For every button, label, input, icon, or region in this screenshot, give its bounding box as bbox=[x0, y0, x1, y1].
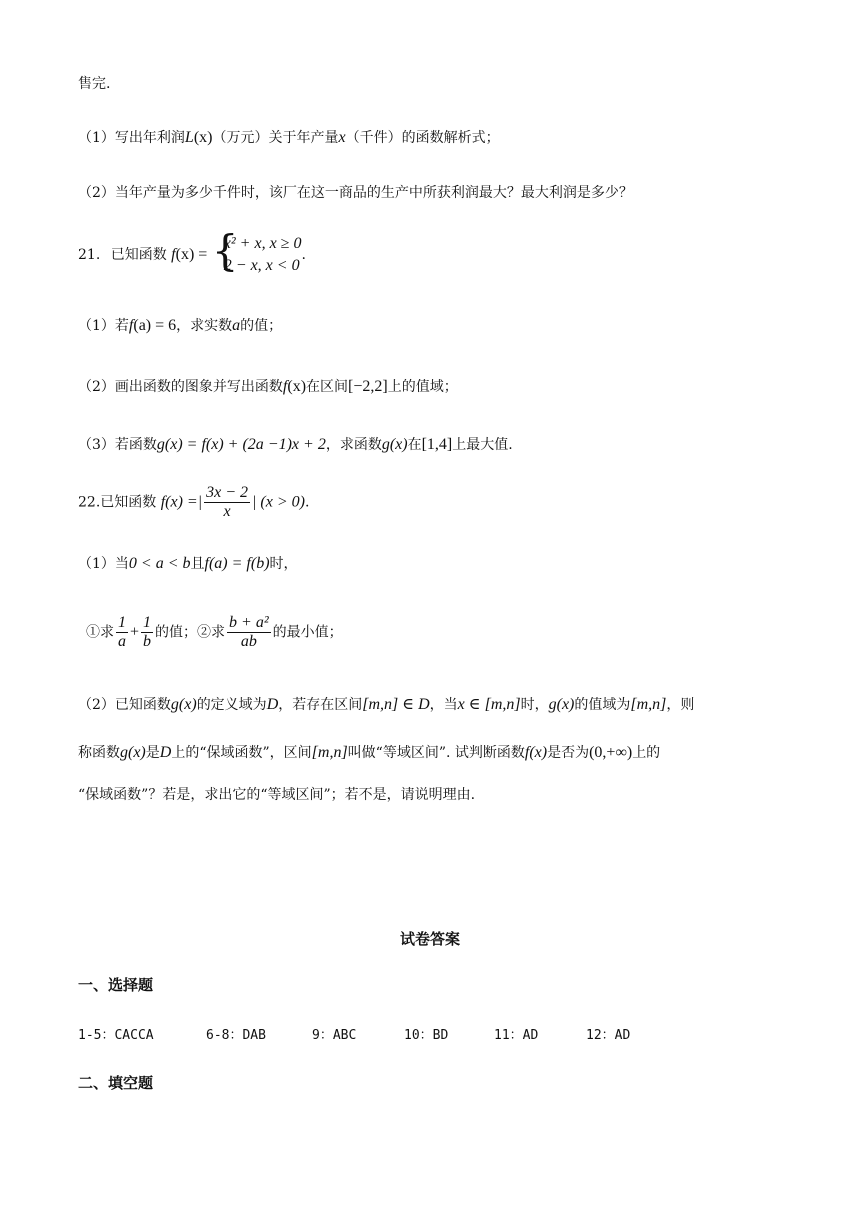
text: . bbox=[304, 494, 310, 511]
math: f bbox=[128, 317, 134, 334]
math: x ∈ [m,n] bbox=[457, 696, 521, 713]
math: f(x) bbox=[524, 744, 548, 761]
math: a bbox=[232, 317, 241, 334]
question-21-part-1 bbox=[78, 316, 282, 336]
text: 的值；②求 bbox=[155, 624, 226, 641]
text: 称函数 bbox=[78, 745, 120, 761]
question-22 bbox=[78, 484, 309, 528]
math: f bbox=[282, 378, 288, 395]
text: （2）已知函数 bbox=[78, 697, 171, 713]
text: 在 bbox=[407, 437, 422, 453]
math: f(x) =| bbox=[160, 493, 203, 511]
numerator: 1 bbox=[118, 614, 126, 631]
math: f(a) = f(b) bbox=[204, 555, 270, 572]
math: (x) = bbox=[175, 246, 208, 263]
math: [m,n] ∈ D bbox=[362, 696, 430, 713]
section-multiple-choice: 一、选择题 bbox=[78, 976, 154, 994]
denominator: b bbox=[143, 633, 152, 650]
math: g(x) bbox=[120, 744, 146, 761]
text: 在区间 bbox=[306, 379, 349, 395]
text: ，若存在区间 bbox=[278, 697, 363, 713]
text: 已知函数 bbox=[110, 247, 167, 263]
math: D bbox=[266, 696, 279, 713]
text: 的定义域为 bbox=[196, 697, 267, 713]
question-21-part-3 bbox=[78, 435, 513, 455]
answer-item: 9：ABC bbox=[312, 1028, 357, 1043]
question-21-part-2 bbox=[78, 377, 458, 397]
numerator: 1 bbox=[143, 614, 152, 631]
text: ①求 bbox=[86, 624, 114, 641]
question-21 bbox=[78, 226, 306, 283]
text: 时， bbox=[520, 697, 549, 713]
question-22-part-2-line-3: “保域函数”？若是，求出它的“等域区间”；若不是，请说明理由. bbox=[78, 787, 476, 803]
text: （2）画出函数的图象并写出函数 bbox=[78, 379, 283, 395]
text: 上的“保域函数”，区间 bbox=[171, 745, 312, 761]
text: 上的值域； bbox=[387, 379, 458, 395]
text: 上的 bbox=[632, 745, 661, 761]
text: 的最小值； bbox=[272, 624, 343, 641]
text: （1）当 bbox=[78, 556, 129, 572]
numerator: b + a² bbox=[229, 614, 269, 631]
section-fill-in-blank: 二、填空题 bbox=[78, 1074, 154, 1092]
text: （千件）的函数解析式； bbox=[345, 130, 500, 146]
text: ，则 bbox=[666, 697, 695, 713]
text: 是 bbox=[145, 745, 160, 761]
text: ，当 bbox=[429, 697, 458, 713]
math: + bbox=[130, 623, 140, 641]
math: 0 < a < b bbox=[128, 555, 191, 572]
question-22-part-2-line-1 bbox=[78, 695, 694, 715]
fraction bbox=[141, 614, 153, 651]
case-row: x² + x, x ≥ 0 bbox=[223, 235, 302, 252]
answer-item: 12：AD bbox=[586, 1028, 631, 1043]
math: [−2,2] bbox=[348, 378, 388, 395]
answer-title: 试卷答案 bbox=[399, 930, 460, 948]
text: 叫做“等域区间”. 试判断函数 bbox=[347, 745, 525, 761]
math: [1,4] bbox=[421, 436, 453, 453]
answer-item: 6-8：DAB bbox=[206, 1028, 266, 1043]
fraction bbox=[116, 614, 128, 651]
text: 上最大值. bbox=[452, 437, 513, 453]
text: （万元）关于年产量 bbox=[212, 130, 339, 146]
math: g(x) bbox=[170, 696, 197, 713]
answer-item: 11：AD bbox=[494, 1028, 539, 1043]
question-20-part-2: （2）当年产量为多少千件时，该厂在这一商品的生产中所获利润最大？最大利润是多少？ bbox=[78, 185, 633, 201]
answer-item: 10：BD bbox=[404, 1028, 449, 1043]
text: ，求实数 bbox=[176, 318, 233, 334]
denominator: a bbox=[118, 633, 126, 650]
math: D bbox=[159, 744, 172, 761]
math: g(x) = f(x) + (2a −1)x + 2 bbox=[156, 436, 326, 453]
math: (0,+∞) bbox=[589, 744, 633, 761]
denominator: x bbox=[223, 503, 231, 520]
numerator: 3x − 2 bbox=[206, 484, 249, 501]
question-number: 22. bbox=[78, 494, 101, 511]
text-line-sold-out: 售完. bbox=[78, 76, 111, 92]
question-22-part-1 bbox=[78, 554, 298, 574]
text: 的值域为 bbox=[574, 697, 631, 713]
question-number: 21. bbox=[78, 247, 101, 263]
answer-item: 1-5：CACCA bbox=[78, 1028, 154, 1043]
math: g(x) bbox=[381, 436, 408, 453]
math: f bbox=[171, 246, 176, 263]
math: L bbox=[184, 129, 194, 146]
math: [m,n] bbox=[630, 696, 667, 713]
text: （3）若函数 bbox=[78, 437, 157, 453]
math: x bbox=[338, 129, 346, 146]
question-22-part-1-subitems bbox=[86, 614, 343, 662]
text: 已知函数 bbox=[100, 494, 157, 511]
text: . bbox=[301, 247, 306, 263]
brace: { bbox=[211, 226, 239, 275]
text: （1）若 bbox=[78, 318, 129, 334]
text: 是否为 bbox=[547, 745, 590, 761]
fraction bbox=[227, 614, 271, 651]
text: 的值； bbox=[240, 318, 283, 334]
text: ，求函数 bbox=[325, 437, 382, 453]
text: 时， bbox=[269, 556, 298, 572]
math: (a) = 6 bbox=[133, 317, 177, 334]
text: （1）写出年利润 bbox=[78, 130, 185, 146]
case-row: 2 − x, x < 0 bbox=[223, 257, 300, 274]
text: 且 bbox=[190, 556, 205, 572]
fraction bbox=[204, 484, 250, 521]
math: (x) bbox=[193, 129, 213, 146]
math: g(x) bbox=[548, 696, 575, 713]
math: | (x > 0) bbox=[252, 493, 305, 511]
denominator: ab bbox=[240, 633, 257, 650]
question-22-part-2-line-2 bbox=[78, 743, 660, 763]
piecewise-definition bbox=[211, 226, 302, 277]
math: [m,n] bbox=[311, 744, 348, 761]
question-20-part-1 bbox=[78, 128, 500, 148]
math: (x) bbox=[287, 378, 307, 395]
